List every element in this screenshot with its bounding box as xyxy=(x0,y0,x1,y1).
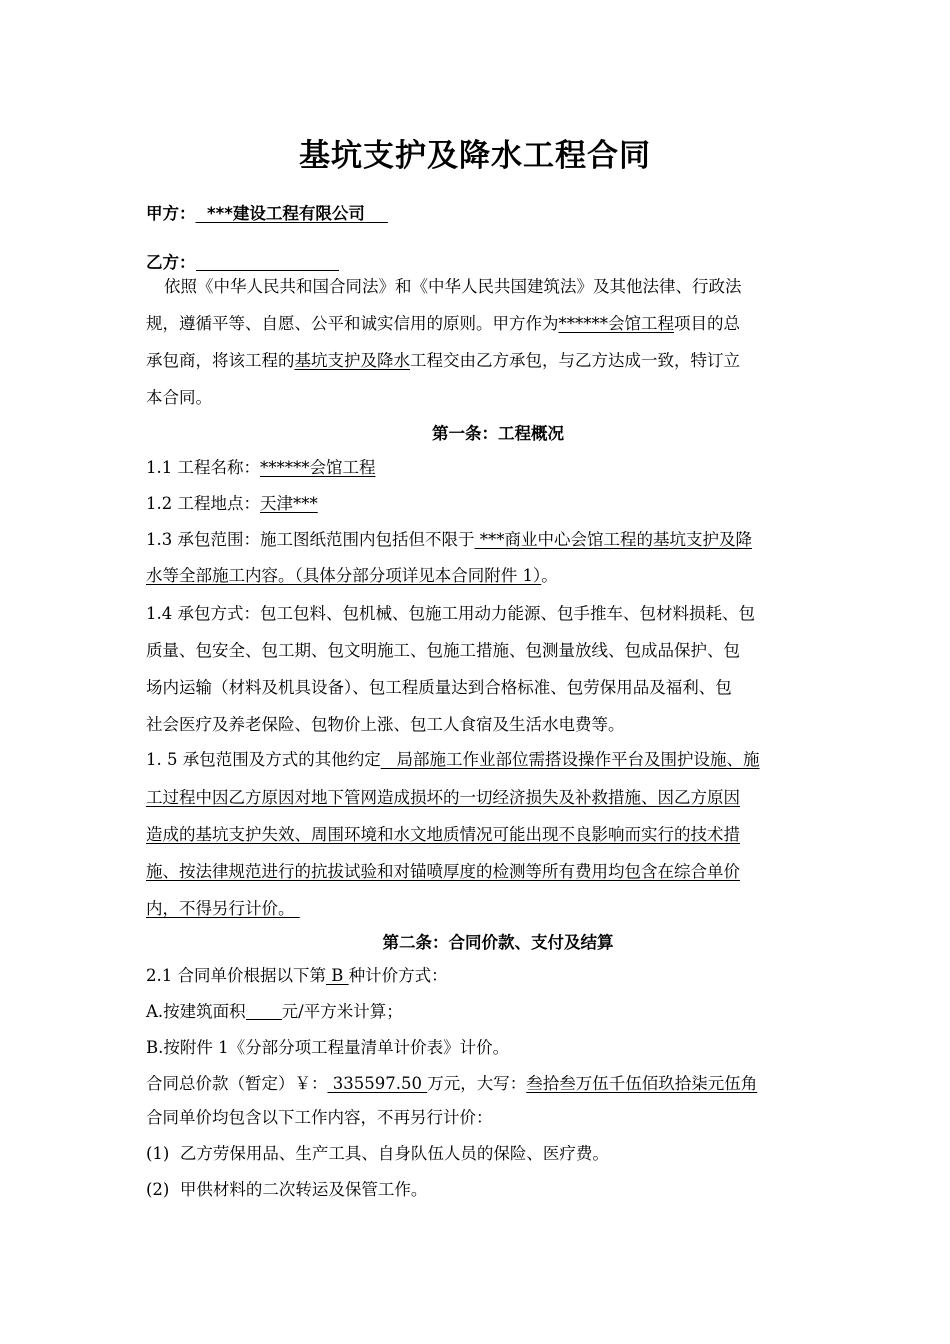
intro-line-3: 承包商，将该工程的基坑支护及降水工程交由乙方承包，与乙方达成一致，特订立 xyxy=(146,351,740,370)
scope-value: ***商业中心会馆工程的基坑支护及降 xyxy=(474,530,752,549)
method-line-4: 社会医疗及养老保险、包物价上涨、包工人食宿及生活水电费等。 xyxy=(146,715,625,734)
intro-line-4: 本合同。 xyxy=(146,388,212,407)
party-a-value: ***建设工程有限公司 xyxy=(207,204,365,223)
pricing-method-line: 2.1 合同单价根据以下第 B 种计价方式： xyxy=(146,966,448,985)
project-site-value: 天津*** xyxy=(260,494,318,513)
includes-line: 合同单价均包含以下工作内容，不再另行计价： xyxy=(146,1108,493,1127)
article-2-heading: 第二条：合同价款、支付及结算 xyxy=(382,933,614,952)
total-price-line: 合同总价款（暂定）￥： 335597.50 万元，大写：叁拾叁万伍千伍佰玖拾柒元伍角 xyxy=(146,1074,758,1093)
include-item-1: (1) 乙方劳保用品、生产工具、自身队伍人员的保险、医疗费。 xyxy=(146,1144,609,1163)
other-terms-line-5: 内，不得另行计价。 xyxy=(146,899,295,918)
party-b-label: 乙方： xyxy=(146,253,196,272)
party-a-line xyxy=(146,204,850,224)
intro-line-2: 规，遵循平等、自愿、公平和诚实信用的原则。甲方作为******会馆工程项目的总 xyxy=(146,314,740,333)
other-terms-line-3: 造成的基坑支护失效、周围环境和水文地质情况可能出现不良影响而实行的技术措 xyxy=(146,825,740,844)
party-b-line xyxy=(146,253,850,273)
intro-line-1: 依照《中华人民共和国合同法》和《中华人民共国建筑法》及其他法律、行政法 xyxy=(164,277,742,296)
party-b-blank xyxy=(196,253,339,271)
include-item-2: (2) 甲供材料的二次转运及保管工作。 xyxy=(146,1180,428,1199)
option-a-line: A.按建筑面积 元/平方米计算； xyxy=(146,1002,403,1021)
other-terms-line-4: 施、按法律规范进行的抗拔试验和对锚喷厚度的检测等所有费用均包含在综合单价 xyxy=(146,862,740,881)
other-terms-line-1: 1. 5 承包范围及方式的其他约定 局部施工作业部位需搭设操作平台及围护设施、施 xyxy=(146,750,760,769)
option-b-line: B.按附件 1《分部分项工程量清单计价表》计价。 xyxy=(146,1038,510,1057)
project-name-line: 1.1 工程名称：******会馆工程 xyxy=(146,458,376,477)
total-price-words: 叁拾叁万伍千伍佰玖拾柒元伍角 xyxy=(526,1074,758,1093)
scope-line-2: 水等全部施工内容。（具体分部分项详见本合同附件 1）。 xyxy=(146,566,558,585)
article-1-heading: 第一条：工程概况 xyxy=(432,424,564,443)
method-line-1: 1.4 承包方式：包工包料、包机械、包施工用动力能源、包手推车、包材料损耗、包 xyxy=(146,604,755,623)
other-terms-line-2: 工过程中因乙方原因对地下管网造成损坏的一切经济损失及补救措施、因乙方原因 xyxy=(146,788,740,807)
work-scope-ref: 基坑支护及降水 xyxy=(294,351,410,370)
project-name-ref: ******会馆工程 xyxy=(558,314,674,333)
party-a-label: 甲方： xyxy=(146,204,196,223)
total-price-value: 335597.50 xyxy=(327,1074,428,1093)
pricing-method-choice: B xyxy=(326,966,349,985)
document-title: 基坑支护及降水工程合同 xyxy=(299,138,651,174)
option-a-blank xyxy=(246,1002,282,1020)
scope-line-1: 1.3 承包范围：施工图纸范围内包括但不限于 ***商业中心会馆工程的基坑支护及降 xyxy=(146,530,752,549)
project-name-value: ******会馆工程 xyxy=(260,458,376,477)
method-line-3: 场内运输（材料及机具设备）、包工程质量达到合格标准、包劳保用品及福利、包 xyxy=(146,678,732,697)
method-line-2: 质量、包安全、包工期、包文明施工、包施工措施、包测量放线、包成品保护、包 xyxy=(146,641,740,660)
project-site-line: 1.2 工程地点：天津*** xyxy=(146,494,318,513)
